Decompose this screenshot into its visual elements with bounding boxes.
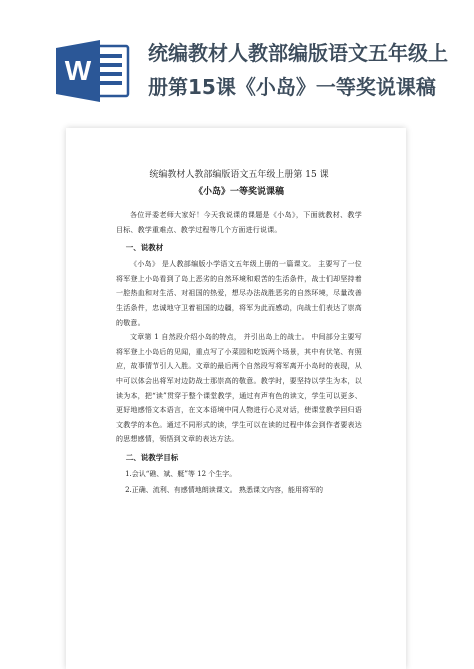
document-page	[66, 128, 406, 669]
section-paragraph: 文章第 1 自然段介绍小岛的特点， 并引出岛上的战士。 中间部分主要写将军登上小岛后的见闻，重点写了小菜园和吃饭两个场景，其中有伏笔、有照应，故事情节引人入胜。文章的最后两个自然段写将军离开小岛时的表现，从中可以体会出将军对边防战士那崇高的敬意。教学时，要坚持以学生为本，以读为本，把“读”贯穿于整个课堂教学，通过有声有色的读文，学生可以更多、更好地感悟文本语言，在文本语境中同人物进行心灵对话，使课堂教学回归语文教学的本色。通过不同形式的读，学生可以在读的过程中体会到作者要表达的思想感情，领悟到文章的表达方法。	[116, 333, 362, 444]
intro-paragraph: 各位评委老师大家好！今天我说课的课题是《小岛》，下面就教材、教学目标、教学重难点、教学过程等几个方面进行说课。	[116, 211, 362, 234]
header-title: 统编教材人教部编版语文五年级上册第15课《小岛》一等奖说课稿	[148, 41, 448, 99]
word-logo-letter: W	[64, 55, 92, 86]
document-subtitle: 《小岛》一等奖说课稿	[193, 187, 284, 197]
section-paragraph: 《小岛》 是人教部编版小学语文五年级上册的一篇课文。 主要写了一位将军登上小岛看到了岛上恶劣的自然环境和艰苦的生活条件，战士们却坚持着一腔热血和对生活、对祖国的热爱，想尽办法战胜恶劣的自然环境，尽量改善生活条件，忠诚地守卫着祖国的边疆，将军为此而感动，向战士们表达了崇高的敬意。	[116, 260, 362, 327]
word-logo-icon	[56, 40, 130, 102]
list-item: 1.会认“礁、斌、艇”等 12 个生字。	[125, 469, 237, 478]
section-heading: 二、说教学目标	[125, 452, 179, 462]
document-body	[116, 166, 362, 499]
section-heading: 一、说教材	[125, 243, 164, 253]
document-title: 统编教材人教部编版语文五年级上册第 15 课	[149, 170, 329, 180]
list-item: 2.正确、流利、有感情地朗读课文。 熟悉课文内容，能用将军的	[125, 485, 323, 494]
